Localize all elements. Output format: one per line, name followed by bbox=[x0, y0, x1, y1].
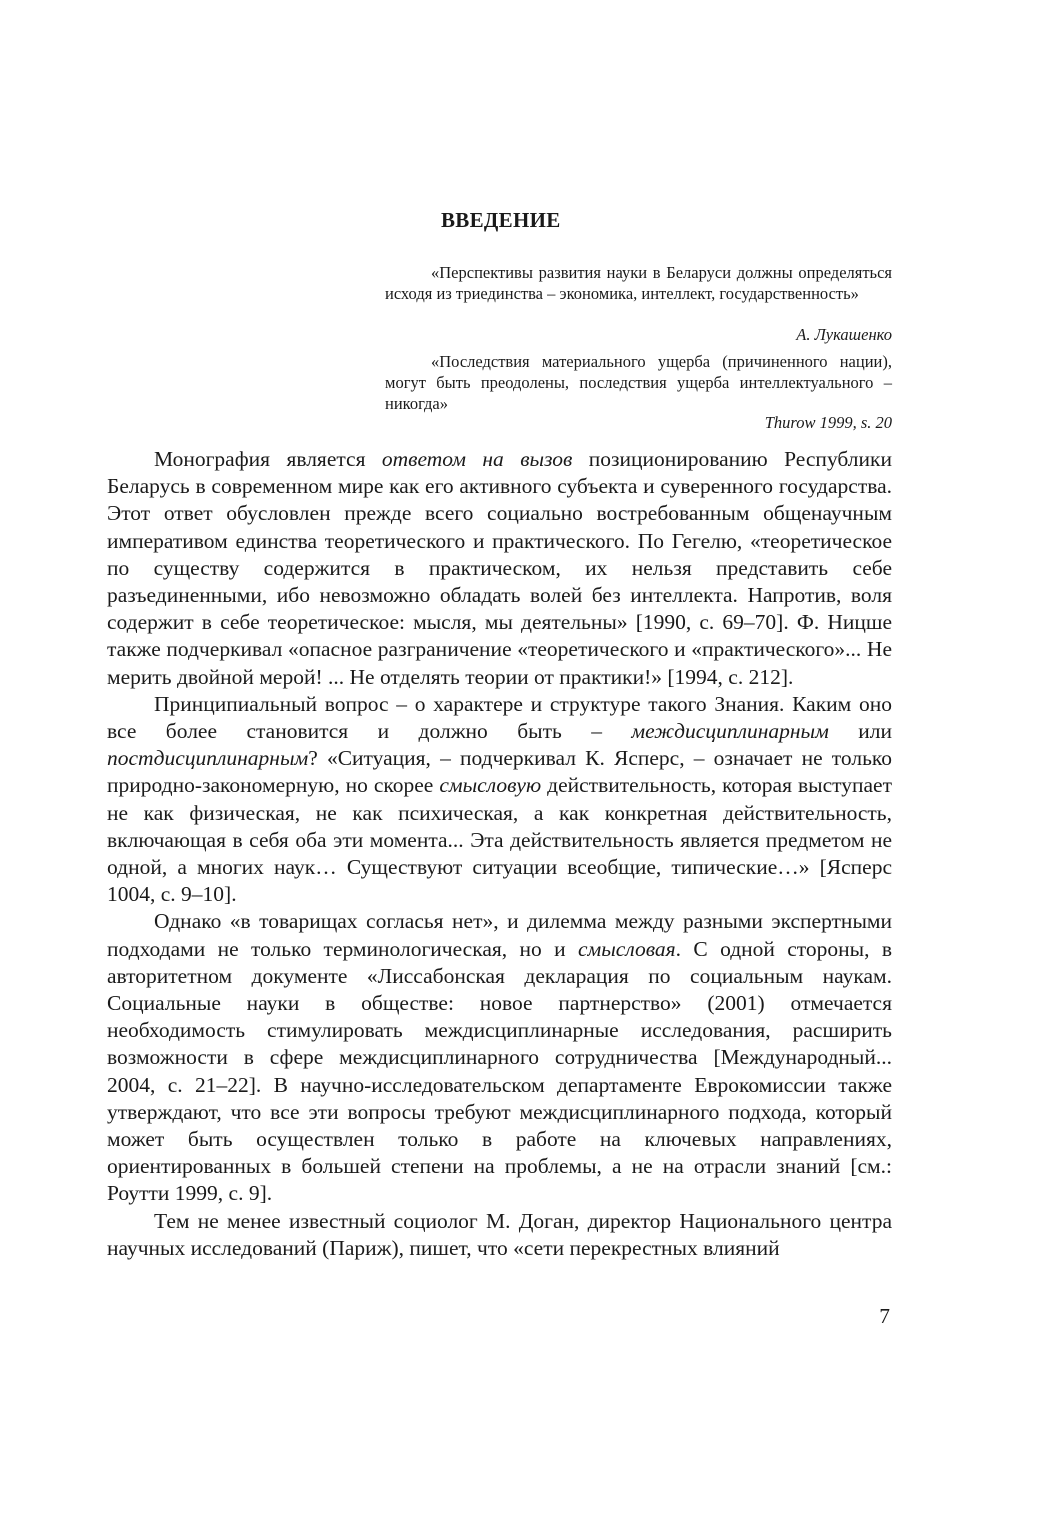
paragraph-1 bbox=[107, 446, 892, 691]
epigraph-author-1: А. Лукашенко bbox=[796, 325, 892, 344]
emphasis: ответом на вызов bbox=[381, 447, 573, 471]
epigraph-author-2: Thurow 1999, s. 20 bbox=[764, 413, 892, 432]
page-number: 7 bbox=[879, 1304, 890, 1328]
chapter-heading: ВВЕДЕНИЕ bbox=[441, 208, 561, 232]
emphasis: постдисциплинарным bbox=[107, 746, 309, 771]
text-run: Однако «в товарищах согласья нет», и дилемма между разными экспертными подходами не только терминологическая, но и bbox=[107, 909, 892, 961]
text-run: Монография является bbox=[154, 447, 382, 471]
text-run: . С одной стороны, в авторитетном документе «Лиссабонская декларация по социальным наукам. Социальные науки в обществе: новое партнерство» (2001) отмечается необходимость стимулировать междисциплинарные исследования, расширить возможности в сфере междисциплинарного сотрудничества [Международный... 2004, с. 21–22]. В научно-исследовательском департаменте Еврокомиссии также утверждают, что все эти вопросы требуют междисциплинарного подхода, который может быть осуществлен только в работе на ключевых направлениях, ориентированных в большей степени на проблемы, а не на отрасли знаний [см.: Роутти 1999, с. 9]. bbox=[107, 936, 892, 1206]
body-text bbox=[107, 446, 892, 1262]
paragraph-4 bbox=[107, 1208, 892, 1262]
paragraph-3 bbox=[107, 908, 892, 1207]
epigraph-quote-1: «Перспективы развития науки в Беларуси должны определяться исходя из триединства – экономика, интеллект, государственность» bbox=[385, 263, 892, 303]
text-run: Принципиальный вопрос – о характере и структуре такого Знания. Каким оно все более становится и должно быть – bbox=[107, 691, 892, 744]
text-run: или bbox=[828, 719, 892, 744]
emphasis: смысловую bbox=[439, 773, 542, 798]
text-run: действительность, которая выступает не как физическая, не как психическая, а как конкретная действительность, включающая в себя оба эти момента... Эта действительность является предметом не одной, а многих наук… Существуют ситуации всеобщие, типические…» [Ясперс 1004, с. 9–10]. bbox=[107, 773, 892, 907]
text-run: Тем не менее известный социолог М. Доган, директор Национального центра научных исследований (Париж), пишет, что «сети перекрестных влияний bbox=[107, 1208, 892, 1260]
emphasis: междисциплинарным bbox=[631, 719, 829, 744]
emphasis: смысловая bbox=[577, 936, 676, 961]
paragraph-2 bbox=[107, 691, 892, 909]
text-run: ? «Ситуация, – подчеркивал К. Ясперс, – означает не только природно-закономерную, но скорее bbox=[107, 746, 892, 798]
epigraph-quote-2: «Последствия материального ущерба (причиненного нации), могут быть преодолены, последствия ущерба интеллектуального – никогда» bbox=[385, 352, 892, 413]
text-run: позиционированию Республики Беларусь в современном мире как его активного субъекта и суверенного государства. Этот ответ обусловлен прежде всего социально востребованным общенаучным императивом единства теоретического и практического. По Гегелю, «теоретическое по существу содержится в практическом, их нельзя представить себе разъединенными, ибо невозможно обладать волей без интеллекта. Напротив, воля содержит в себе теоретическое: мысля, мы деятельны» [1990, с. 69–70]. Ф. Ницше также подчеркивал «опасное разграничение «теоретического и «практического»... Не мерить двойной мерой! ... Не отделять теории от практики!» [1994, с. 212]. bbox=[107, 447, 892, 689]
